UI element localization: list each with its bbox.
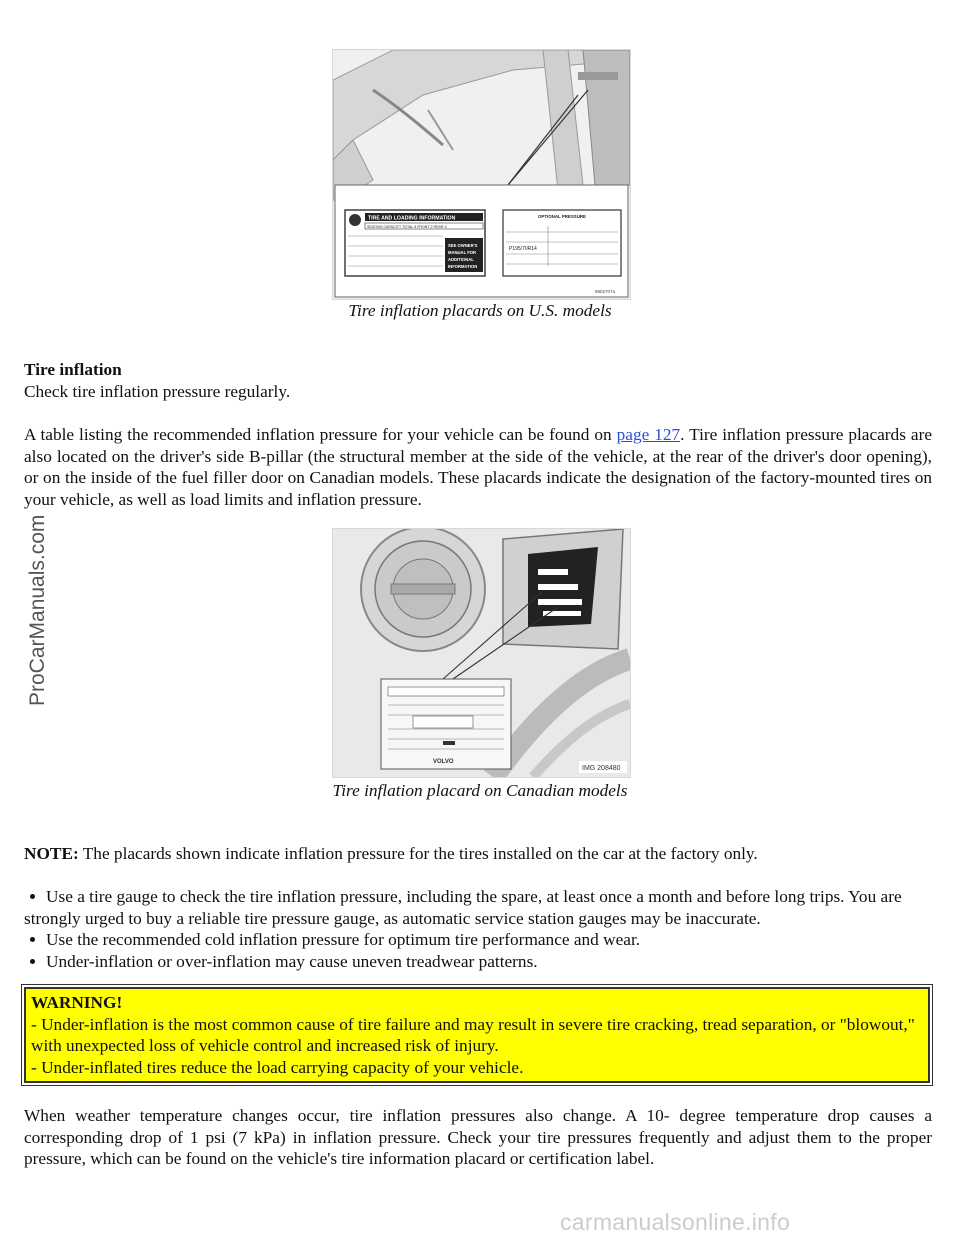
paragraph-text-after-link: . Tire inflation pressure placards are also located on the driver's side B-pillar (the structural member at the side of the vehicle, at the rear of the driver's door opening), or on the inside of the fuel filler door on Canadian models. These placards indicate the designation of the factory-mounted tires on your vehicle, as well as load limits and inflation pressure. xyxy=(24,425,932,509)
warning-line-1: - Under-inflation is the most common cause of tire failure and may result in severe tire cracking, tread separation, or "blowout," with unexpected loss of vehicle control and increased risk of injury. xyxy=(31,1014,915,1055)
section-heading: Tire inflation xyxy=(24,360,122,379)
canadian-placard-caption: Tire inflation placard on Canadian models xyxy=(332,781,628,800)
list-item: Use a tire gauge to check the tire inflation pressure, including the spare, at least once a month and before long trips. You are strongly urged to buy a reliable tire pressure gauge, as automatic service station gauges may be inaccurate. xyxy=(24,886,932,929)
us-placard-tire-size: P195/70R14 xyxy=(509,246,537,252)
us-figure-id: 8802707a xyxy=(595,289,616,294)
section-paragraph xyxy=(24,424,932,510)
note-label: NOTE: xyxy=(24,844,79,863)
us-placard-header: TIRE AND LOADING INFORMATION xyxy=(368,215,456,222)
svg-text:MANUAL FOR: MANUAL FOR xyxy=(448,250,477,255)
svg-text:SEE OWNER'S: SEE OWNER'S xyxy=(448,243,478,248)
us-placard-optional-header: OPTIONAL PRESSURE xyxy=(538,214,586,219)
us-placard-seating: SEATING CAPACITY TOTAL 5 FRONT 2 REAR 3 xyxy=(367,225,447,229)
canadian-placard-figure xyxy=(332,528,631,778)
svg-text:INFORMATION: INFORMATION xyxy=(448,264,478,269)
warning-title: WARNING! xyxy=(31,993,123,1012)
page-127-link[interactable]: page 127 xyxy=(616,425,681,444)
us-placards-figure xyxy=(332,49,631,300)
warning-box xyxy=(24,987,930,1083)
note-paragraph xyxy=(24,843,932,865)
list-item: Under-inflation or over-inflation may cause uneven treadwear patterns. xyxy=(24,951,932,973)
list-item: Use the recommended cold inflation pressure for optimum tire performance and wear. xyxy=(24,929,932,951)
note-text: The placards shown indicate inflation pressure for the tires installed on the car at the factory only. xyxy=(78,844,758,863)
paragraph-text-before-link: A table listing the recommended inflation pressure for your vehicle can be found on xyxy=(24,425,617,444)
us-placards-caption: Tire inflation placards on U.S. models xyxy=(348,301,612,320)
warning-line-2: - Under-inflated tires reduce the load carrying capacity of your vehicle. xyxy=(31,1057,524,1077)
bottom-watermark: carmanualsonline.info xyxy=(560,1209,791,1235)
svg-text:ADDITIONAL: ADDITIONAL xyxy=(448,257,474,262)
side-watermark: ProCarManuals.com xyxy=(26,514,49,706)
tips-list xyxy=(24,886,932,972)
canadian-figure-id: IMG 208480 xyxy=(582,765,621,772)
section-intro: Check tire inflation pressure regularly. xyxy=(24,382,291,401)
closing-paragraph: When weather temperature changes occur, tire inflation pressures also change. A 10- degree temperature drop causes a corresponding drop of 1 psi (7 kPa) in inflation pressure. Check your tire pressures frequently and adjust them to the proper pressure, which can be found on the vehicle's tire information placard or certification label. xyxy=(24,1106,932,1168)
canadian-placard-brand: VOLVO xyxy=(433,759,454,765)
